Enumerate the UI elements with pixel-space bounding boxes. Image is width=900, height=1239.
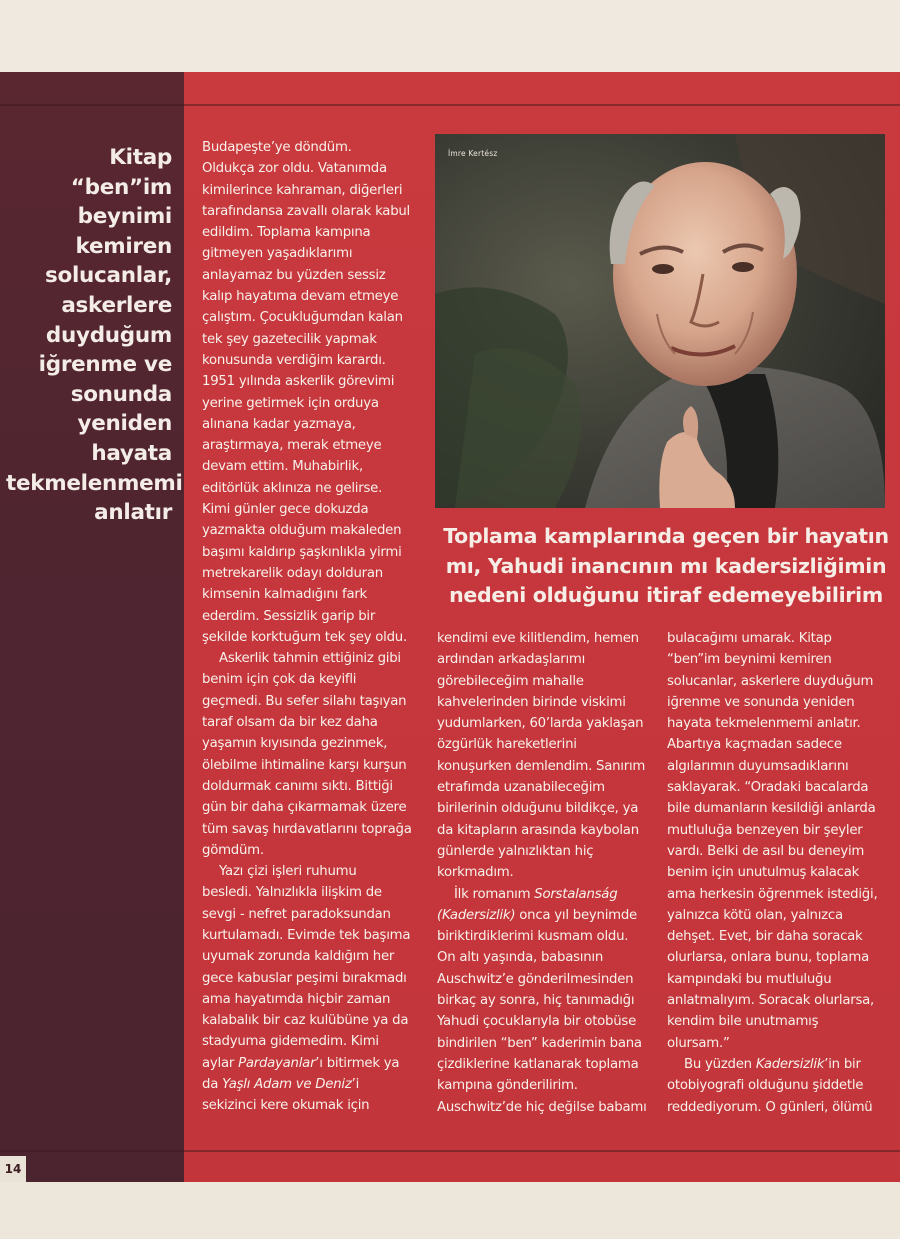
author-photo bbox=[435, 134, 885, 508]
pull-quote-line: kemiren bbox=[75, 233, 172, 259]
text-column-2 bbox=[437, 628, 647, 1118]
photo-credit: İmre Kertész bbox=[448, 149, 498, 158]
headline bbox=[436, 522, 896, 611]
italic-title: Pardayanlar bbox=[238, 1055, 316, 1071]
pull-quote-line: sonunda bbox=[70, 381, 172, 407]
paragraph: bulacağımı umarak. Kitap “ben”im beynimi kemiren solucanlar, askerlere duyduğum iğrenme ve sonunda yeniden hayata tekmelenmemi anlatır. Abartıya kaçmadan sadece algılarımın duyumsadıklarını saklayarak. “Oradaki bacalarda bile dumanların kesildiği anlarda mutluluğa benzeyen bir şeyler vardı. Belki de asıl bu deneyim benim için unutulmuş kalacak ama herkesin öğrenmek istediği, yalnızca kötü olan, yalnızca dehşet. Evet, bir daha soracak olurlarsa, onlara bunu, toplama kampındaki bu mutluluğu anlatmalıyım. Soracak olurlarsa, kendim bile unutmamış olursam.” bbox=[667, 631, 878, 1051]
pull-quote-line: “ben”im bbox=[70, 174, 172, 200]
italic-title: Kadersizlik bbox=[755, 1056, 825, 1072]
pull-quote-line: tekmelenmemi bbox=[6, 470, 183, 496]
paragraph: Budapeşte’ye döndüm. Oldukça zor oldu. Vatanımda kimilerince kahraman, diğerleri tarafındansa zavallı olarak kabul edildim. Toplama kampına gitmeyen yaşadıklarımı anlayamaz bu yüzden sessiz kalıp hayatıma devam etmeye çalıştım. Çocukluğumdan kalan tek şey gazetecilik yapmak konusunda verdiğim karardı. 1951 yılında askerlik görevimi yerine getirmek için orduya alınana kadar yazmaya, araştırmaya, merak etmeye devam ettim. Muhabirlik, editörlük aklınıza ne gelirse. Kimi günler gece dokuzda yazmakta olduğum makaleden başımı kaldırıp şaşkınlıkla yirmi metrekarelik odayı dolduran kimsenin kalmadığını fark ederdim. Sessizlik garip bir şekilde korktuğum tek şey oldu. bbox=[202, 140, 410, 645]
bottom-rule bbox=[0, 1150, 900, 1152]
pull-quote-line: solucanlar, bbox=[45, 263, 172, 289]
italic-title: Yaşlı Adam ve Deniz bbox=[222, 1077, 352, 1093]
page-top-margin bbox=[0, 0, 900, 72]
text-column-1 bbox=[202, 137, 424, 1117]
page-number: 14 bbox=[0, 1156, 26, 1182]
paragraph: kendimi eve kilitlendim, hemen ardından arkadaşlarımı görebileceğim mahalle kahvelerinden birinde viskimi yudumlarken, 60’larda yaklaşan özgürlük hareketlerini konuşurken demlendim. Sanırım etrafımda uzanabileceğim birilerinin olduğunu bildikçe, ya da kitapların arasında kaybolan günlerde yalnızlıktan hiç korkmadım. bbox=[437, 631, 646, 881]
top-rule bbox=[0, 104, 900, 106]
page-bottom-margin bbox=[0, 1182, 900, 1239]
pull-quote-line: anlatır bbox=[94, 500, 172, 526]
paragraph: İlk romanım Sorstalanság (Kadersizlik) onca yıl beynimde biriktirdiklerimi kusmam oldu. On altı yaşında, babasının Auschwitz’e gönderilmesinden birkaç ay sonra, hiç tanımadığı Yahudi çocuklarıyla bir otobüse bindirilen “ben” kaderimin bana çizdiklerine katlanarak toplama kampına gönderilirim. Auschwitz’de hiç değilse babamı bbox=[437, 886, 647, 1115]
headline-line: nedeni olduğunu itiraf edemeyebilirim bbox=[449, 583, 883, 607]
pull-quote-line: beynimi bbox=[77, 204, 172, 230]
text-column-3 bbox=[667, 628, 885, 1118]
headline-line: mı, Yahudi inancının mı kadersizliğimin bbox=[445, 553, 887, 578]
italic-title: Sorstalanság bbox=[534, 886, 618, 902]
italic-title: (Kadersizlik) bbox=[437, 907, 516, 923]
paragraph: Askerlik tahmin ettiğiniz gibi benim için çok da keyifli geçmedi. Bu sefer silahı taşıyan taraf olsam da bir kez daha yaşamın kıyısında gezinmek, ölebilme ihtimaline karşı kurşun doldurmak canımı sıktı. Bittiği gün bir daha çıkarmamak üzere tüm savaş hırdavatlarını toprağa gömdüm. bbox=[202, 651, 412, 858]
pull-quote-line: yeniden hayata bbox=[77, 411, 172, 466]
headline-line: Toplama kamplarında geçen bir hayatın bbox=[443, 524, 889, 548]
pull-quote-line: Kitap bbox=[109, 145, 172, 170]
pull-quote bbox=[6, 143, 183, 528]
portrait-illustration bbox=[435, 134, 885, 508]
paragraph: Bu yüzden Kadersizlik’in bir otobiyografi olduğunu şiddetle reddediyorum. O günleri, ölümü bbox=[667, 1056, 873, 1115]
pull-quote-line: duyduğum bbox=[45, 322, 172, 348]
paragraph: Yazı çizi işleri ruhumu besledi. Yalnızlıkla ilişkim de sevgi - nefret paradoksundan kurtulamadı. Evimde tek başıma uyumak zorunda kaldığım her gece kabuslar peşimi bırakmadı ama hayatımda hiçbir zaman kalabalık bir caz kulübüne ya da stadyuma gidemedim. Kimi aylar Pardayanlar’ı bitirmek ya da Yaşlı Adam ve Deniz’i sekizinci kere okumak için bbox=[202, 864, 411, 1114]
pull-quote-line: iğrenme ve bbox=[38, 352, 172, 378]
pull-quote-line: askerlere bbox=[61, 292, 172, 318]
